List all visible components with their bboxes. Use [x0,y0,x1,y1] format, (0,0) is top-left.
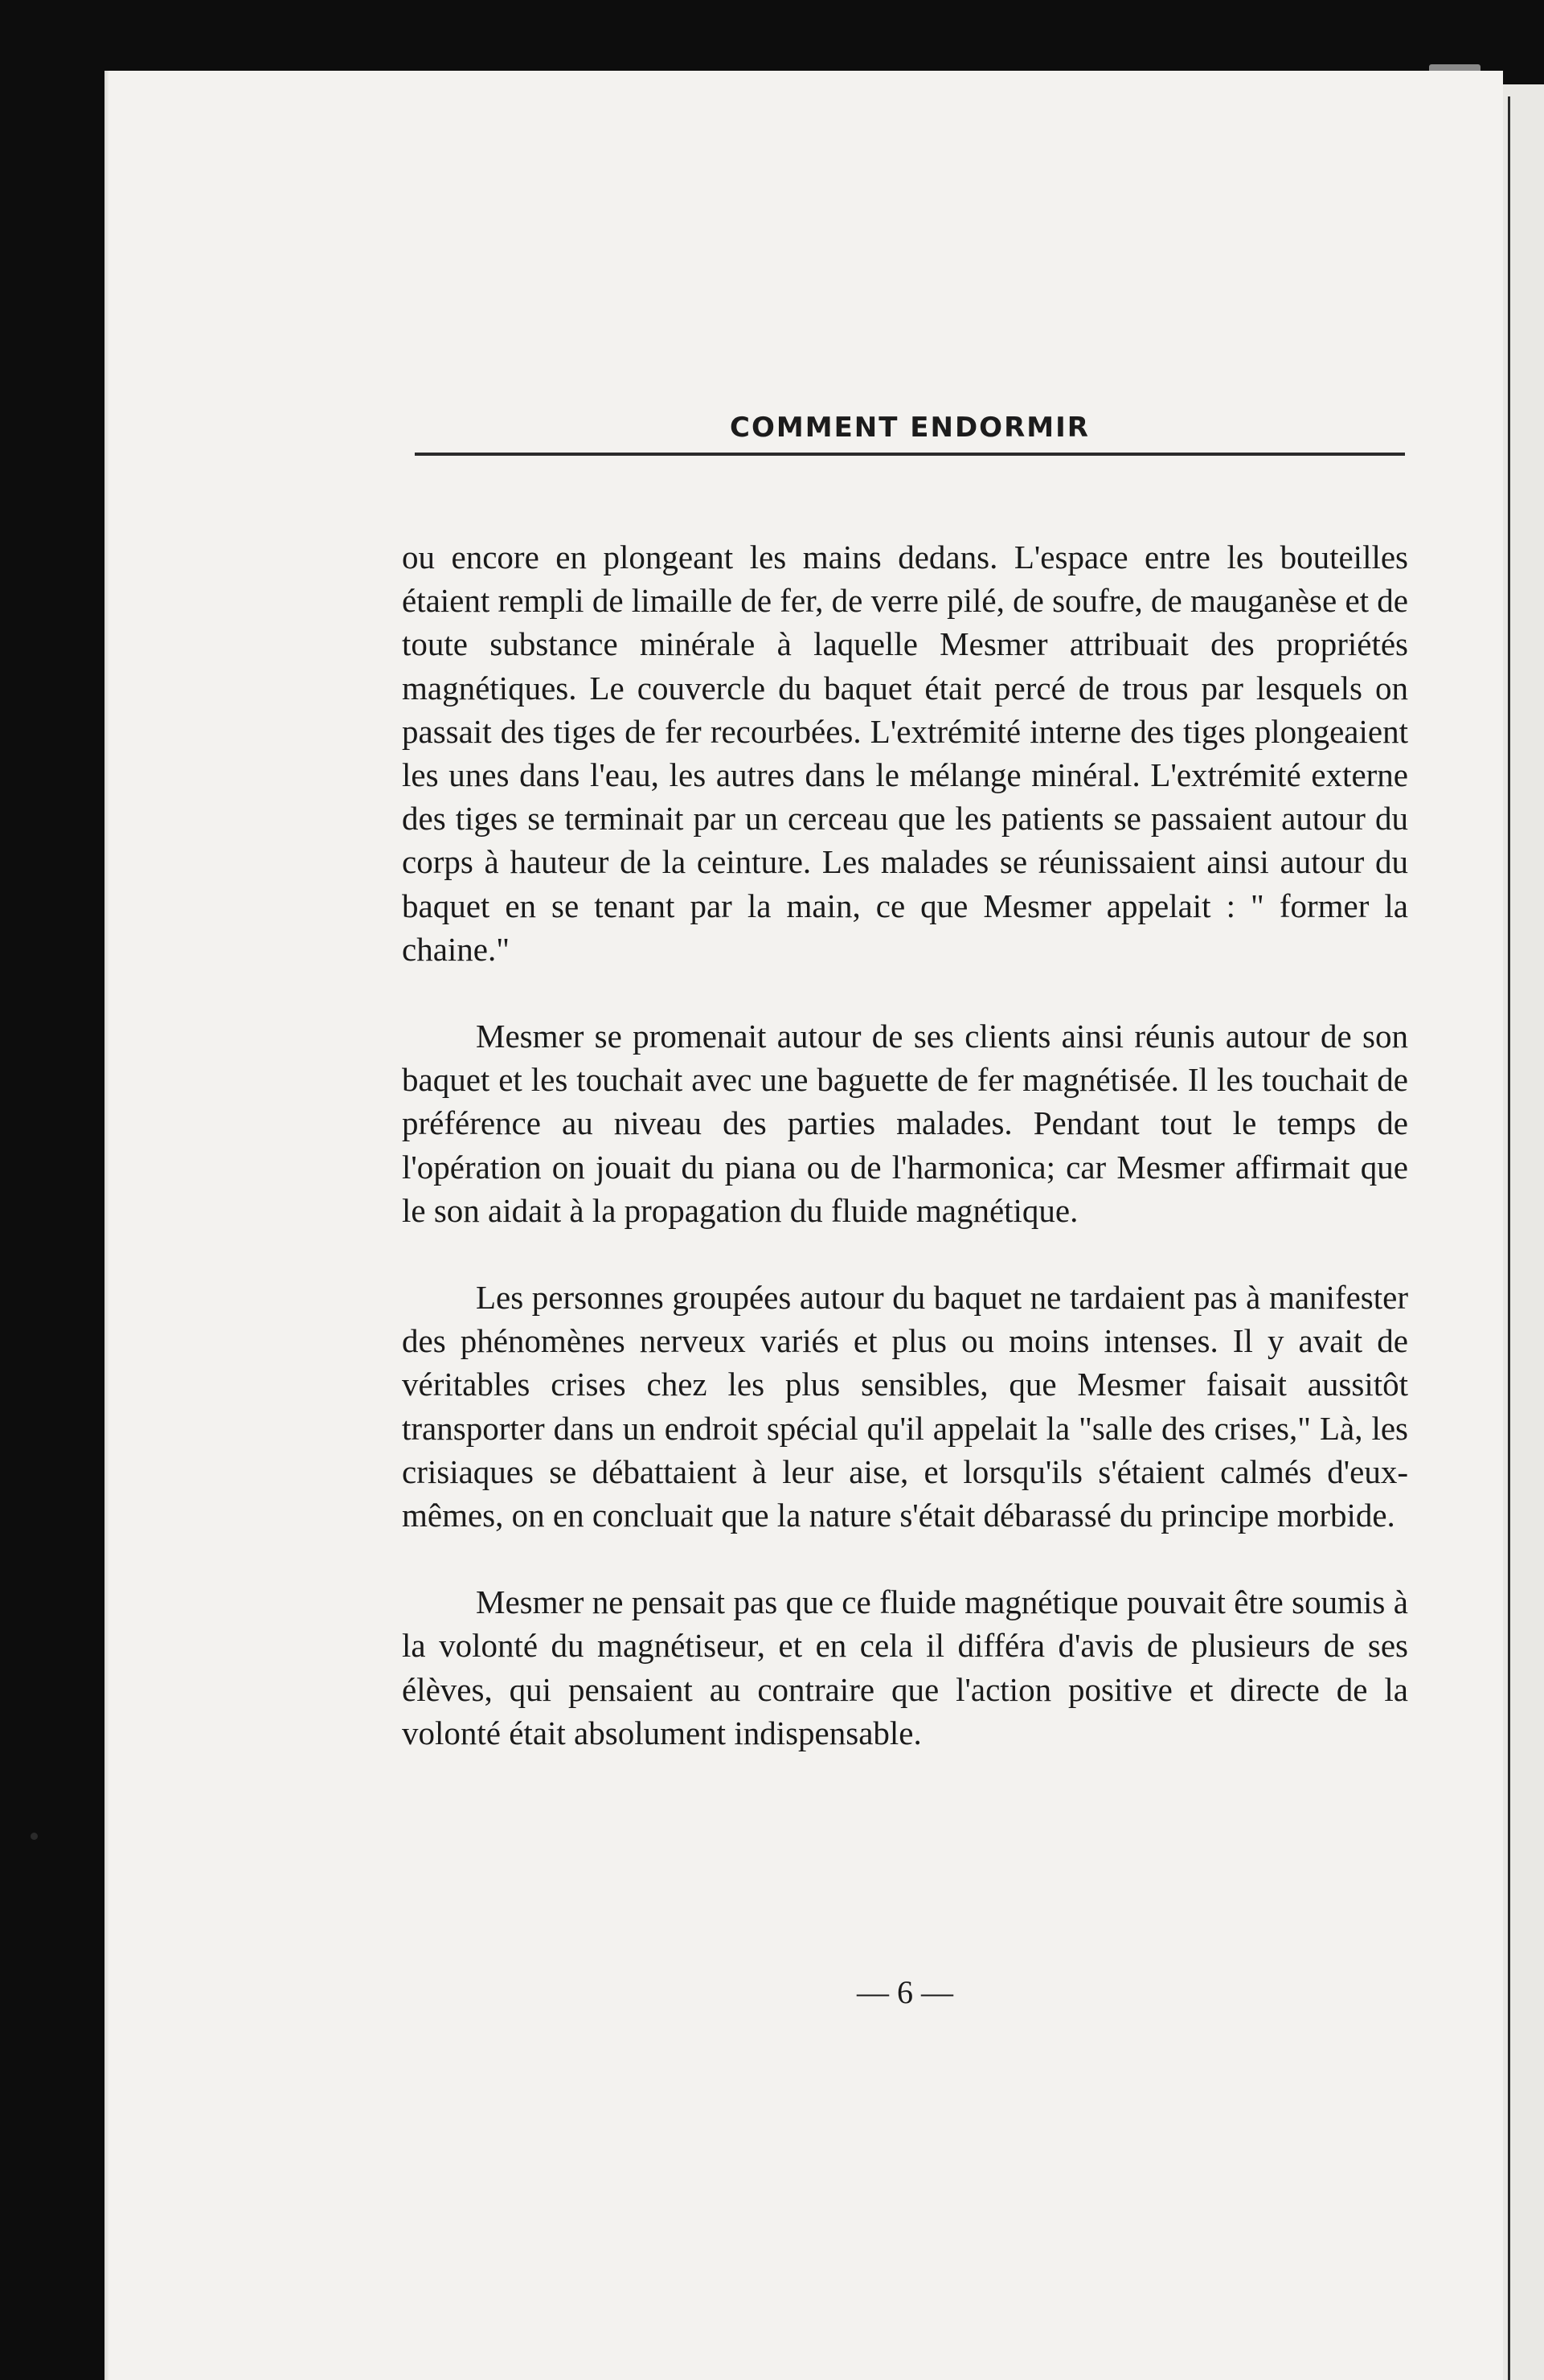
page-gutter-line [1508,96,1510,2380]
page-number: — 6 — [857,1974,953,2010]
paragraph: Les personnes groupées autour du baquet ne tardaient pas à manifester des phénomènes nerveux variés et plus ou moins intenses. Il y avait de véritables crises chez les plus sensibles, que Mesmer faisait aussitôt transporter dans un endroit spécial qu'il appelait la "salle des crises," Là, les crisiaques se débattaient à leur aise, et lorsqu'ils s'étaient calmés d'eux-mêmes, on en concluait que la nature s'était débarassé du principe morbide. [402,1279,1408,1534]
body-text [402,535,1408,1798]
paragraph: Mesmer se promenait autour de ses clients ainsi réunis autour de son baquet et les touchait avec une baguette de fer magnétisée. Il les touchait de préférence au niveau des parties malades. Pendant tout le temps de l'opération on jouait du piana ou de l'harmonica; car Mesmer affirmait que le son aidait à la propagation du fluide magnétique. [402,1018,1408,1229]
header-rule [415,453,1405,456]
running-head: COMMENT ENDORMIR [730,412,1090,444]
dust-spot [31,1833,38,1840]
page-left-edge [104,71,109,2380]
paragraph: Mesmer ne pensait pas que ce fluide magnétique pouvait être soumis à la volonté du magnétiseur, et en cela il différa d'avis de plusieurs de ses élèves, qui pensaient au contraire que l'action positive et directe de la volonté était absolument indispensable. [402,1583,1408,1751]
paragraph: ou encore en plongeant les mains dedans. L'espace entre les bouteilles étaient rempli de limaille de fer, de verre pilé, de soufre, de mauganèse et de toute substance minérale à laquelle Mesmer attribuait des propriétés magnétiques. Le couvercle du baquet était percé de trous par lesquels on passait des tiges de fer recourbées. L'extrémité interne des tiges plongeaient les unes dans l'eau, les autres dans le mélange minéral. L'extrémité externe des tiges se terminait par un cerceau que les patients se passaient autour du corps à hauteur de la ceinture. Les malades se réunissaient ainsi autour du baquet en se tenant par la main, ce que Mesmer appelait : " former la chaine." [402,539,1408,968]
